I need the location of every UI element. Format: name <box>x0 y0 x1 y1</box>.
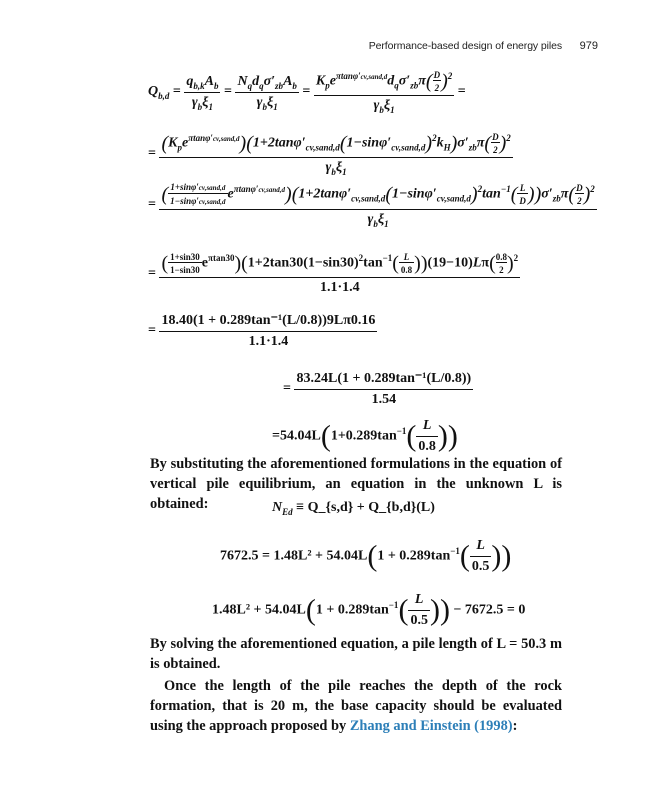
paragraph-rock-formation: Once the length of the pile reaches the depth of the rock formation, that is 20 m, the base capacity should be evaluated using the approach proposed by Zhang and Einstein (1998): <box>150 678 562 734</box>
page-number: 979 <box>579 40 598 52</box>
equation-numeric-1: = ( $\frac{1+\sin 30}{1-\sin 30}$ $e^{\pi tan30})(1+2\tan 30(1-\sin 30)^2\tan^{-1}$( $\frac{L}{0.8}$ ))(19−10)Lπ( $\frac{0.8}{2}$ )$^2$ 1.1·1.4 <box>148 252 519 295</box>
running-header-title: Performance-based design of energy piles <box>368 40 562 52</box>
equation-equilibrium: $N_{Ed}$ ≡ Q_{s,d} + Q_{b,d}(L) <box>272 500 435 517</box>
paragraph-substitution: By substituting the aforementioned formulations in the equation of vertical pile equilibrium, an equation in the unknown L is obtained: <box>150 456 562 512</box>
equation-numeric-3: = $\frac{\text{83.24L(1 + 0.289tan⁻¹(L/0.8))}}{1.54}$ <box>283 371 472 407</box>
equation-base-capacity: $Q_{b,d}$ = $\frac{q_{b,k}A_b}{\gamma_b\xi_1}$ = $\frac{N_qd_q\sigma'_{zb}A_b}{\gamma_b\xi_1}$ = $K_pe^{\pi tan\varphi'cv,sand,d}d_q\sigma'_{zb}\pi$( $\frac{D}{2}$ )$^2$ $\gamma_b\xi_1$ = <box>148 70 466 115</box>
equation-numeric-2: = $\frac{\text{18.40(1 + 0.289tan⁻¹(L/0.8))9Lπ0.16}}{1.1\cdot 1.4}$ <box>148 313 376 349</box>
equation-length-1: $7672.5 = 1.48L^2 + 54.04L(1 + 0.289\tan^{-1}$( $\frac{L}{0.5}$ )) <box>220 538 512 574</box>
equation-length-2: $1.48L^2 + 54.04L(1 + 0.289\tan^{-1}$( $\frac{L}{0.5}$ )) − 7672.5 = 0 <box>212 592 526 628</box>
equation-numeric-4: $=54.04L(1+0.289\tan^{-1}$( $\frac{L}{0.8}$ )) <box>272 418 458 454</box>
equation-expanded-1: = $(K_pe^{\pi tan\varphi'cv,sand,d})(1+2\tan\varphi'_{cv,sand,d}(1-\sin\varphi'_{cv,sand,d})^2k_H)\sigma'_{zb}\pi$( $\frac{D}{2}$ )$^2$ $\gamma_b\xi_1$ <box>148 132 511 177</box>
equation-expanded-2: = ( $\frac{\text{1+sinφ′cv,sand,d}}{\text{1−sinφ′cv,sand,d}}$ $e^{\pi tan\varphi'cv,sand,d})(1+2\tan\varphi'_{cv,sand,d}(1-\sin\varphi'_{cv,sand,d})^2\tan^{-1}$( $\frac{L}{D}$ ))$\sigma'_{zb}\pi$( $\frac{D}{2}$ )$^2$ $\gamma_b\xi_1$ <box>148 182 595 229</box>
eq1-lhs: $Q_{b,d}$ <box>148 84 170 102</box>
citation-link[interactable]: Zhang and Einstein (1998) <box>349 718 513 734</box>
running-header <box>0 40 648 56</box>
paragraph-solution: By solving the aforementioned equation, a pile length of L = 50.3 m is obtained. <box>150 636 562 672</box>
